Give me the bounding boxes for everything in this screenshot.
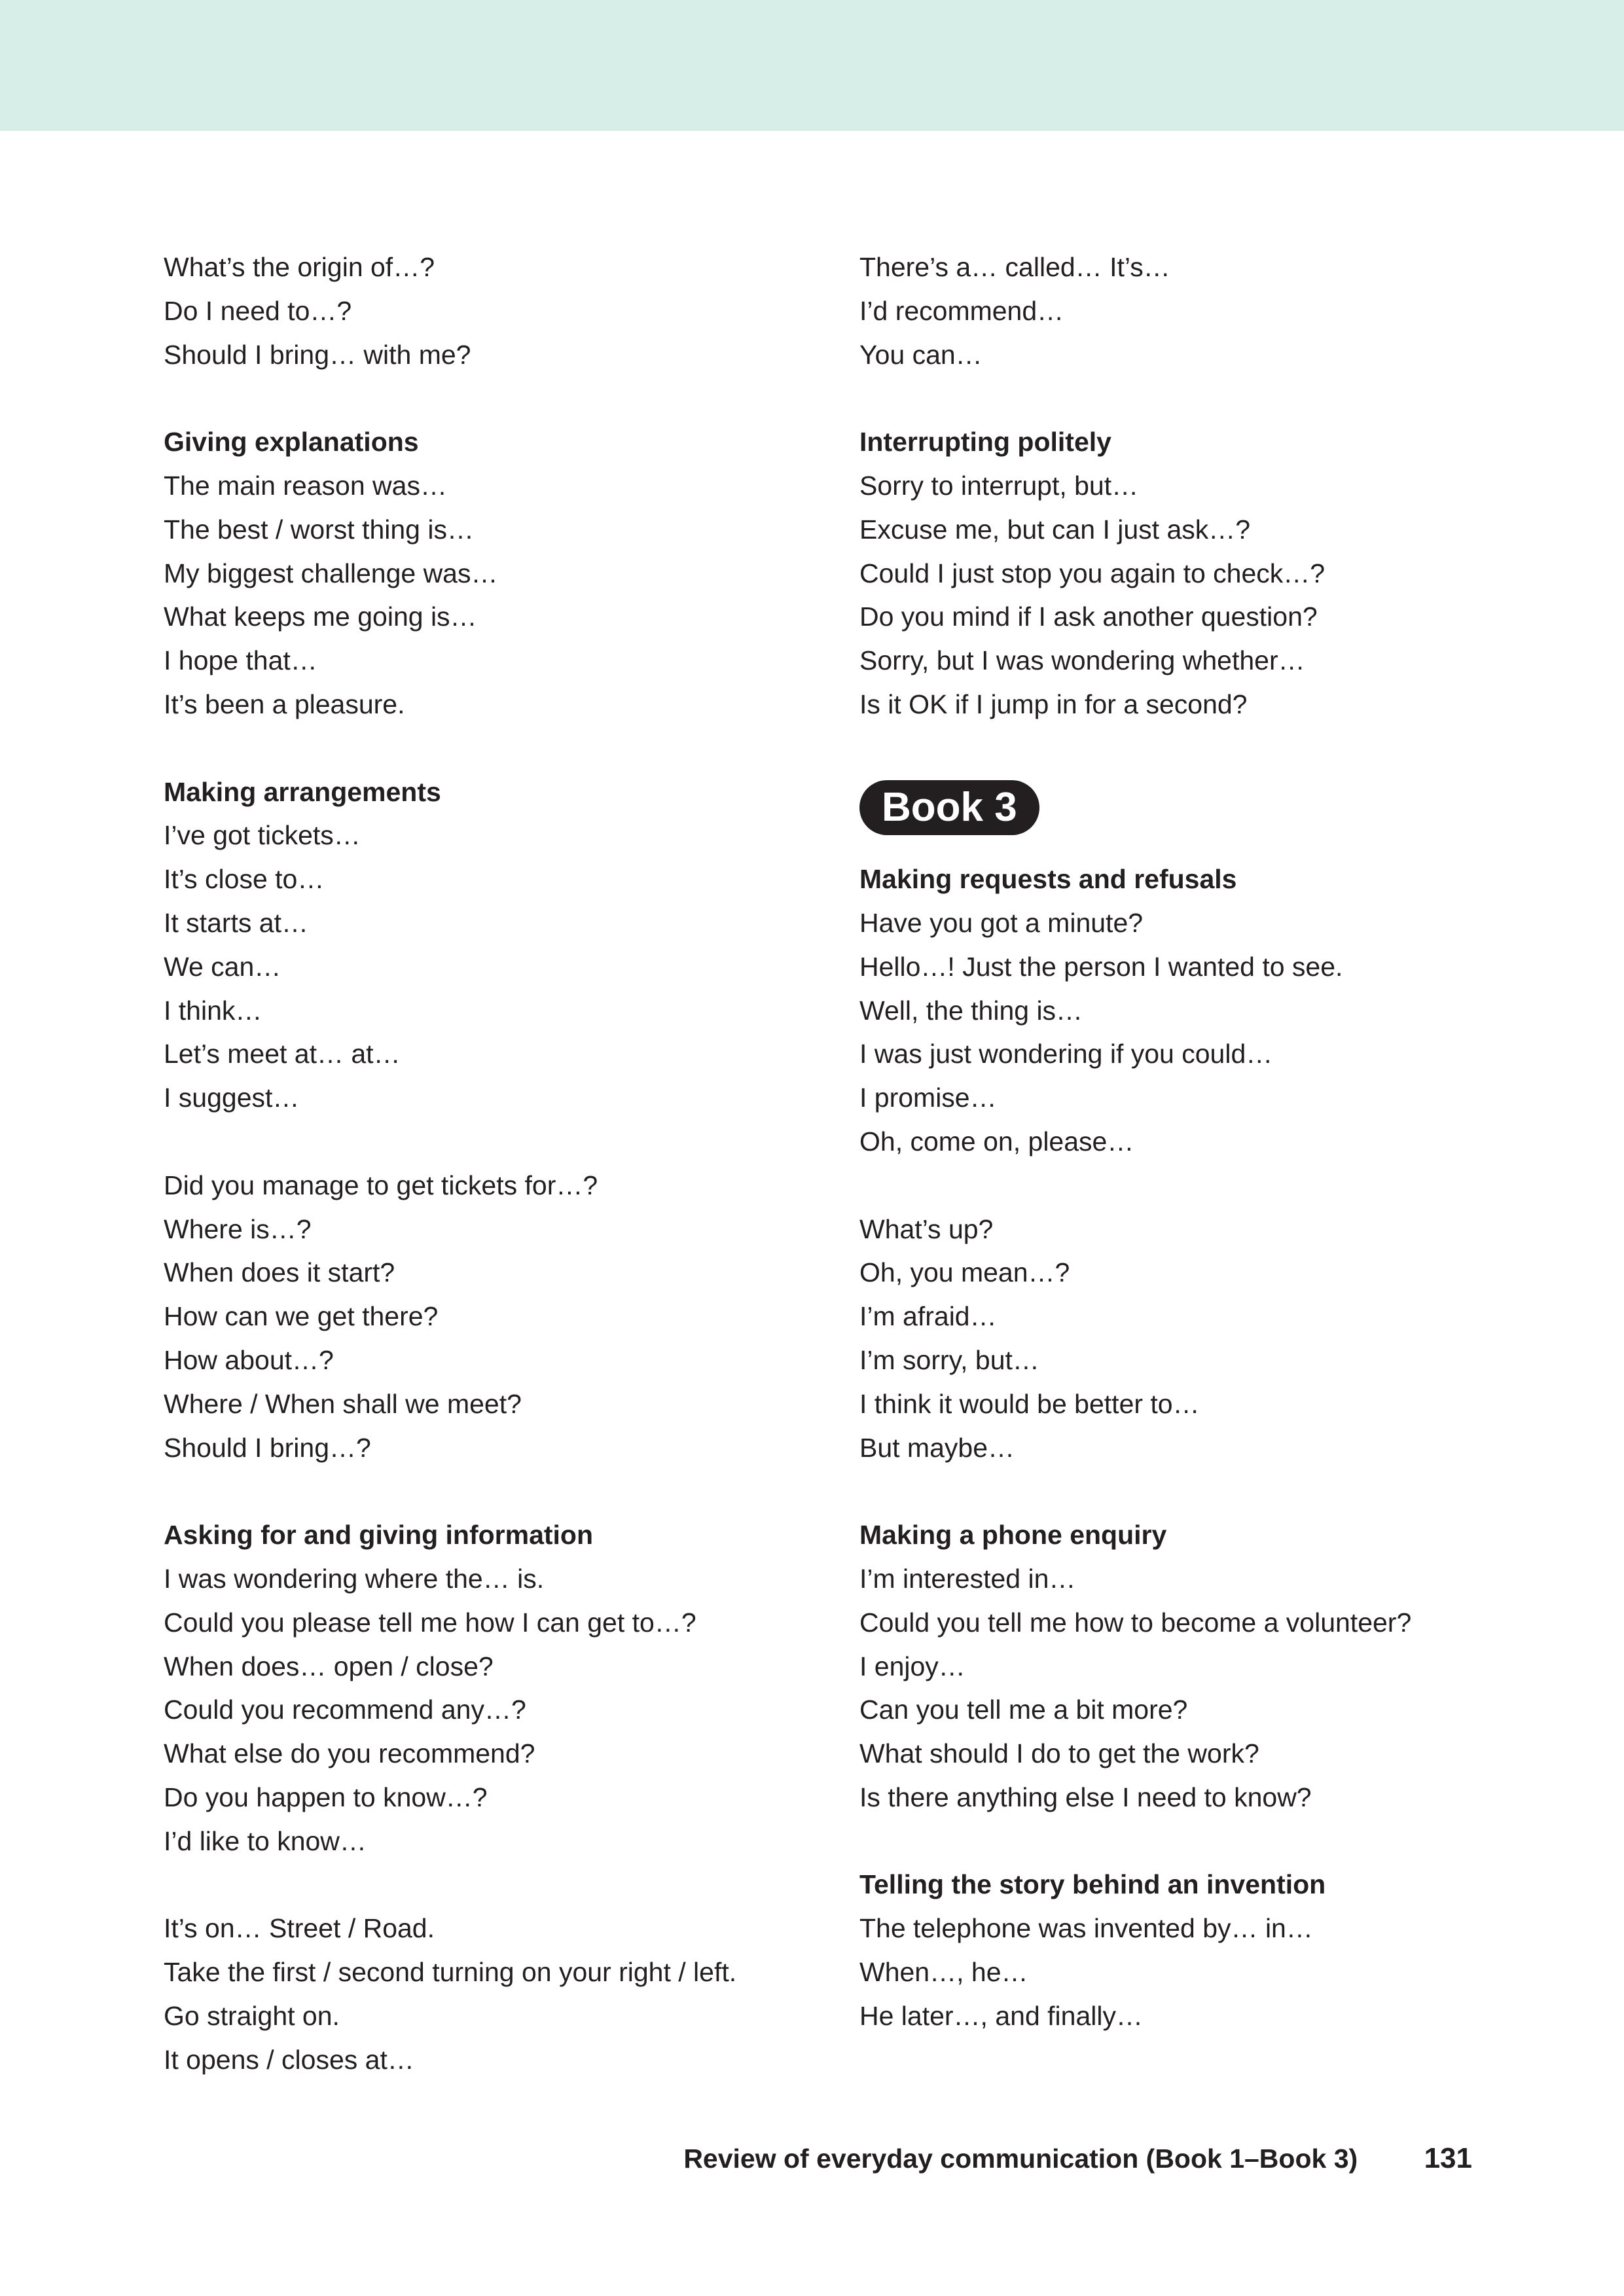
- phrase-line: It’s been a pleasure.: [164, 689, 405, 719]
- phrase-line: How about…?: [164, 1344, 334, 1375]
- spacer: [164, 1863, 831, 1907]
- spacer: [164, 1120, 831, 1164]
- phrase-line: I suggest…: [164, 1083, 300, 1113]
- spacer: [164, 376, 831, 420]
- section-heading: Giving explanations: [164, 427, 419, 457]
- spacer: [859, 1820, 1527, 1863]
- phrase-line: The best / worst thing is…: [164, 514, 474, 545]
- phrase-line: Is there anything else I need to know?: [859, 1782, 1312, 1812]
- spacer: [859, 726, 1527, 770]
- phrase-line: I think it would be better to…: [859, 1388, 1200, 1419]
- phrase-line: Should I bring…?: [164, 1432, 371, 1463]
- phrase-line: The main reason was…: [164, 470, 447, 501]
- phrase-line: When does… open / close?: [164, 1651, 494, 1681]
- phrase-line: There’s a… called… It’s…: [859, 252, 1170, 282]
- spacer: [164, 1469, 831, 1513]
- right-column: [859, 245, 1527, 2038]
- phrase-line: How can we get there?: [164, 1301, 439, 1332]
- section-heading: Making arrangements: [164, 776, 441, 807]
- phrase-line: What keeps me going is…: [164, 601, 477, 632]
- section-heading: Interrupting politely: [859, 427, 1111, 457]
- spacer: [859, 376, 1527, 420]
- phrase-line: Hello…! Just the person I wanted to see.: [859, 951, 1343, 982]
- phrase-line: Could I just stop you again to check…?: [859, 558, 1326, 588]
- phrase-line: It starts at…: [164, 907, 308, 938]
- phrase-line: Should I bring… with me?: [164, 339, 471, 370]
- phrase-line: Can you tell me a bit more?: [859, 1695, 1188, 1725]
- phrase-line: I think…: [164, 995, 262, 1026]
- phrase-line: I was just wondering if you could…: [859, 1039, 1273, 1069]
- phrase-line: Oh, come on, please…: [859, 1126, 1134, 1157]
- phrase-line: You can…: [859, 339, 983, 370]
- phrase-line: I’ve got tickets…: [164, 820, 361, 851]
- phrase-line: Let’s meet at… at…: [164, 1039, 401, 1069]
- top-color-band: [0, 0, 1624, 131]
- phrase-line: I’d like to know…: [164, 1825, 367, 1856]
- page-number: 131: [1424, 2142, 1472, 2174]
- phrase-line: It’s on… Street / Road.: [164, 1913, 435, 1944]
- phrase-line: I hope that…: [164, 645, 317, 676]
- book-badge: Book 3: [859, 780, 1039, 835]
- phrase-line: Is it OK if I jump in for a second?: [859, 689, 1248, 719]
- spacer: [859, 1469, 1527, 1513]
- section-heading: Asking for and giving information: [164, 1520, 593, 1551]
- phrase-line: Where / When shall we meet?: [164, 1388, 522, 1419]
- phrase-line: Where is…?: [164, 1213, 312, 1244]
- phrase-line: Sorry, but I was wondering whether…: [859, 645, 1305, 676]
- phrase-line: Do you mind if I ask another question?: [859, 601, 1318, 632]
- phrase-line: Go straight on.: [164, 2000, 340, 2031]
- phrase-line: What’s the origin of…?: [164, 252, 435, 282]
- phrase-line: It opens / closes at…: [164, 2044, 414, 2075]
- phrase-line: When…, he…: [859, 1957, 1028, 1988]
- phrase-line: I’m sorry, but…: [859, 1344, 1039, 1375]
- book-badge-row: [859, 770, 1527, 858]
- spacer: [164, 726, 831, 770]
- phrase-line: When does it start?: [164, 1257, 395, 1288]
- phrase-line: Sorry to interrupt, but…: [859, 470, 1139, 501]
- spacer: [859, 1164, 1527, 1208]
- phrase-line: Could you recommend any…?: [164, 1695, 526, 1725]
- phrase-line: Do you happen to know…?: [164, 1782, 488, 1812]
- phrase-line: Could you please tell me how I can get to…?: [164, 1607, 696, 1638]
- phrase-line: I’m interested in…: [859, 1563, 1076, 1594]
- phrase-line: I’d recommend…: [859, 295, 1064, 326]
- phrase-line: But maybe…: [859, 1432, 1015, 1463]
- phrase-line: Could you tell me how to become a volunteer?: [859, 1607, 1412, 1638]
- phrase-line: What’s up?: [859, 1213, 994, 1244]
- phrase-line: He later…, and finally…: [859, 2000, 1143, 2031]
- phrase-line: Take the first / second turning on your right / left.: [164, 1957, 737, 1988]
- section-heading: Telling the story behind an invention: [859, 1869, 1326, 1900]
- phrase-line: Have you got a minute?: [859, 907, 1144, 938]
- footer-title: Review of everyday communication (Book 1–Book 3): [683, 2144, 1358, 2174]
- phrase-line: What should I do to get the work?: [859, 1738, 1259, 1769]
- phrase-line: Did you manage to get tickets for…?: [164, 1170, 598, 1200]
- phrase-line: My biggest challenge was…: [164, 558, 498, 588]
- section-heading: Making a phone enquiry: [859, 1520, 1167, 1551]
- page-footer: [683, 2139, 1472, 2178]
- phrase-line: What else do you recommend?: [164, 1738, 535, 1769]
- phrase-line: Do I need to…?: [164, 295, 352, 326]
- section-heading: Making requests and refusals: [859, 864, 1237, 895]
- left-column: [164, 245, 831, 2081]
- phrase-line: I was wondering where the… is.: [164, 1563, 545, 1594]
- phrase-line: I promise…: [859, 1083, 997, 1113]
- phrase-line: The telephone was invented by… in…: [859, 1913, 1313, 1944]
- phrase-line: We can…: [164, 951, 281, 982]
- phrase-line: I’m afraid…: [859, 1301, 997, 1332]
- phrase-line: It’s close to…: [164, 864, 325, 895]
- phrase-line: Well, the thing is…: [859, 995, 1083, 1026]
- phrase-line: I enjoy…: [859, 1651, 965, 1681]
- phrase-line: Oh, you mean…?: [859, 1257, 1070, 1288]
- phrase-line: Excuse me, but can I just ask…?: [859, 514, 1251, 545]
